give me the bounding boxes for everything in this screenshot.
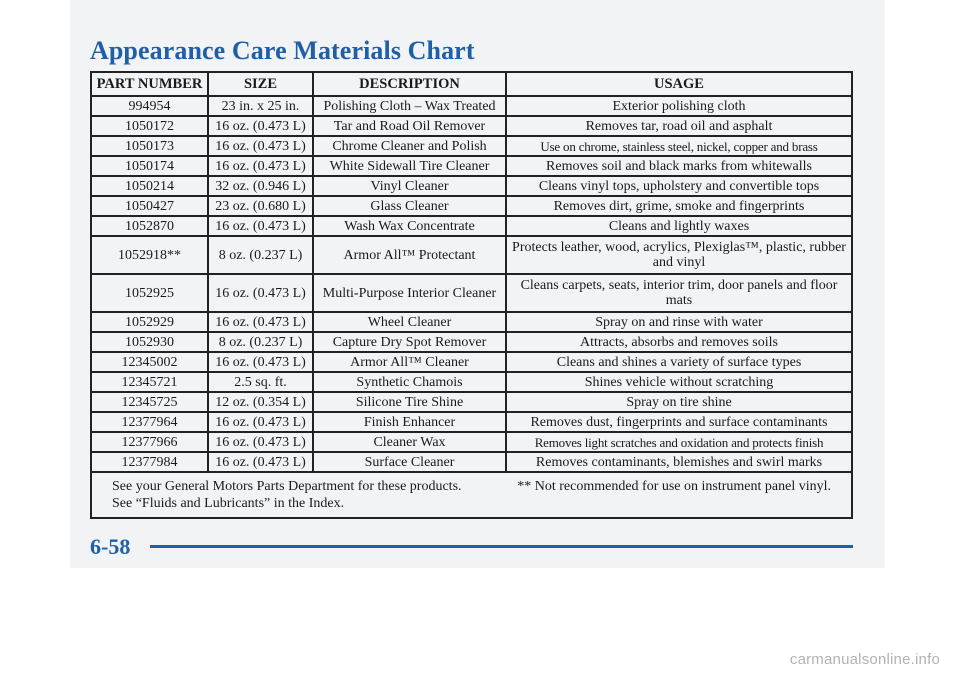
usage-cell: Spray on tire shine bbox=[506, 392, 852, 412]
description-cell: Armor All™ Cleaner bbox=[313, 352, 506, 372]
size-cell: 8 oz. (0.237 L) bbox=[208, 332, 313, 352]
usage-cell: Removes light scratches and oxidation and protects finish bbox=[506, 432, 852, 452]
header-description: DESCRIPTION bbox=[313, 72, 506, 96]
description-cell: Vinyl Cleaner bbox=[313, 176, 506, 196]
part-number-cell: 1050427 bbox=[91, 196, 208, 216]
part-number-cell: 1050173 bbox=[91, 136, 208, 156]
size-cell: 16 oz. (0.473 L) bbox=[208, 274, 313, 312]
size-cell: 16 oz. (0.473 L) bbox=[208, 312, 313, 332]
description-cell: Synthetic Chamois bbox=[313, 372, 506, 392]
description-cell: Glass Cleaner bbox=[313, 196, 506, 216]
description-cell: Surface Cleaner bbox=[313, 452, 506, 472]
table-row bbox=[91, 176, 852, 196]
size-cell: 16 oz. (0.473 L) bbox=[208, 352, 313, 372]
header-usage: USAGE bbox=[506, 72, 852, 96]
table-row bbox=[91, 332, 852, 352]
usage-cell: Removes contaminants, blemishes and swirl marks bbox=[506, 452, 852, 472]
table-header-row bbox=[91, 72, 852, 96]
part-number-cell: 12377984 bbox=[91, 452, 208, 472]
description-cell: Wheel Cleaner bbox=[313, 312, 506, 332]
size-cell: 32 oz. (0.946 L) bbox=[208, 176, 313, 196]
table-row bbox=[91, 156, 852, 176]
table-row bbox=[91, 392, 852, 412]
description-cell: White Sidewall Tire Cleaner bbox=[313, 156, 506, 176]
size-cell: 16 oz. (0.473 L) bbox=[208, 452, 313, 472]
size-cell: 16 oz. (0.473 L) bbox=[208, 216, 313, 236]
usage-cell: Removes soil and black marks from whitewalls bbox=[506, 156, 852, 176]
table-footnote bbox=[91, 472, 852, 518]
usage-cell: Protects leather, wood, acrylics, Plexiglas™, plastic, rubber and vinyl bbox=[506, 236, 852, 274]
part-number-cell: 1052929 bbox=[91, 312, 208, 332]
description-cell: Wash Wax Concentrate bbox=[313, 216, 506, 236]
header-size: SIZE bbox=[208, 72, 313, 96]
size-cell: 12 oz. (0.354 L) bbox=[208, 392, 313, 412]
part-number-cell: 1050174 bbox=[91, 156, 208, 176]
size-cell: 8 oz. (0.237 L) bbox=[208, 236, 313, 274]
usage-cell: Use on chrome, stainless steel, nickel, copper and brass bbox=[506, 136, 852, 156]
usage-cell: Cleans and lightly waxes bbox=[506, 216, 852, 236]
table-row bbox=[91, 452, 852, 472]
table-row bbox=[91, 352, 852, 372]
usage-cell: Shines vehicle without scratching bbox=[506, 372, 852, 392]
table-row bbox=[91, 236, 852, 274]
table-row bbox=[91, 312, 852, 332]
part-number-cell: 1052918** bbox=[91, 236, 208, 274]
table-row bbox=[91, 372, 852, 392]
usage-cell: Cleans carpets, seats, interior trim, door panels and floor mats bbox=[506, 274, 852, 312]
usage-cell: Removes dust, fingerprints and surface contaminants bbox=[506, 412, 852, 432]
part-number-cell: 1052930 bbox=[91, 332, 208, 352]
part-number-cell: 1050172 bbox=[91, 116, 208, 136]
header-part-number: PART NUMBER bbox=[91, 72, 208, 96]
part-number-cell: 12345002 bbox=[91, 352, 208, 372]
appearance-care-table bbox=[90, 71, 853, 519]
size-cell: 16 oz. (0.473 L) bbox=[208, 412, 313, 432]
description-cell: Capture Dry Spot Remover bbox=[313, 332, 506, 352]
usage-cell: Removes dirt, grime, smoke and fingerprints bbox=[506, 196, 852, 216]
part-number-cell: 1050214 bbox=[91, 176, 208, 196]
description-cell: Multi-Purpose Interior Cleaner bbox=[313, 274, 506, 312]
table-row bbox=[91, 136, 852, 156]
description-cell: Finish Enhancer bbox=[313, 412, 506, 432]
page-footer-rule bbox=[150, 545, 853, 548]
table-row bbox=[91, 274, 852, 312]
usage-cell: Cleans vinyl tops, upholstery and convertible tops bbox=[506, 176, 852, 196]
footnote-fluids-reference: See “Fluids and Lubricants” in the Index. bbox=[112, 496, 345, 511]
part-number-cell: 12345725 bbox=[91, 392, 208, 412]
description-cell: Chrome Cleaner and Polish bbox=[313, 136, 506, 156]
table-row bbox=[91, 432, 852, 452]
page-title: Appearance Care Materials Chart bbox=[90, 36, 475, 65]
part-number-cell: 12377966 bbox=[91, 432, 208, 452]
description-cell: Silicone Tire Shine bbox=[313, 392, 506, 412]
table-footer-row bbox=[91, 472, 852, 518]
table-row bbox=[91, 96, 852, 116]
page-number: 6-58 bbox=[90, 534, 131, 559]
description-cell: Armor All™ Protectant bbox=[313, 236, 506, 274]
usage-cell: Removes tar, road oil and asphalt bbox=[506, 116, 852, 136]
table-row bbox=[91, 412, 852, 432]
usage-cell: Spray on and rinse with water bbox=[506, 312, 852, 332]
description-cell: Polishing Cloth – Wax Treated bbox=[313, 96, 506, 116]
description-cell: Cleaner Wax bbox=[313, 432, 506, 452]
size-cell: 23 oz. (0.680 L) bbox=[208, 196, 313, 216]
usage-cell: Exterior polishing cloth bbox=[506, 96, 852, 116]
part-number-cell: 12377964 bbox=[91, 412, 208, 432]
usage-cell: Attracts, absorbs and removes soils bbox=[506, 332, 852, 352]
table-row bbox=[91, 216, 852, 236]
part-number-cell: 12345721 bbox=[91, 372, 208, 392]
footnote-not-recommended: ** Not recommended for use on instrument panel vinyl. bbox=[517, 479, 831, 494]
description-cell: Tar and Road Oil Remover bbox=[313, 116, 506, 136]
size-cell: 2.5 sq. ft. bbox=[208, 372, 313, 392]
part-number-cell: 1052925 bbox=[91, 274, 208, 312]
watermark: carmanualsonline.info bbox=[789, 651, 940, 668]
size-cell: 16 oz. (0.473 L) bbox=[208, 156, 313, 176]
size-cell: 16 oz. (0.473 L) bbox=[208, 116, 313, 136]
usage-cell: Cleans and shines a variety of surface types bbox=[506, 352, 852, 372]
size-cell: 16 oz. (0.473 L) bbox=[208, 136, 313, 156]
table-row bbox=[91, 116, 852, 136]
part-number-cell: 1052870 bbox=[91, 216, 208, 236]
table-row bbox=[91, 196, 852, 216]
size-cell: 16 oz. (0.473 L) bbox=[208, 432, 313, 452]
footnote-parts-department: See your General Motors Parts Department for these products. bbox=[112, 479, 462, 494]
part-number-cell: 994954 bbox=[91, 96, 208, 116]
size-cell: 23 in. x 25 in. bbox=[208, 96, 313, 116]
